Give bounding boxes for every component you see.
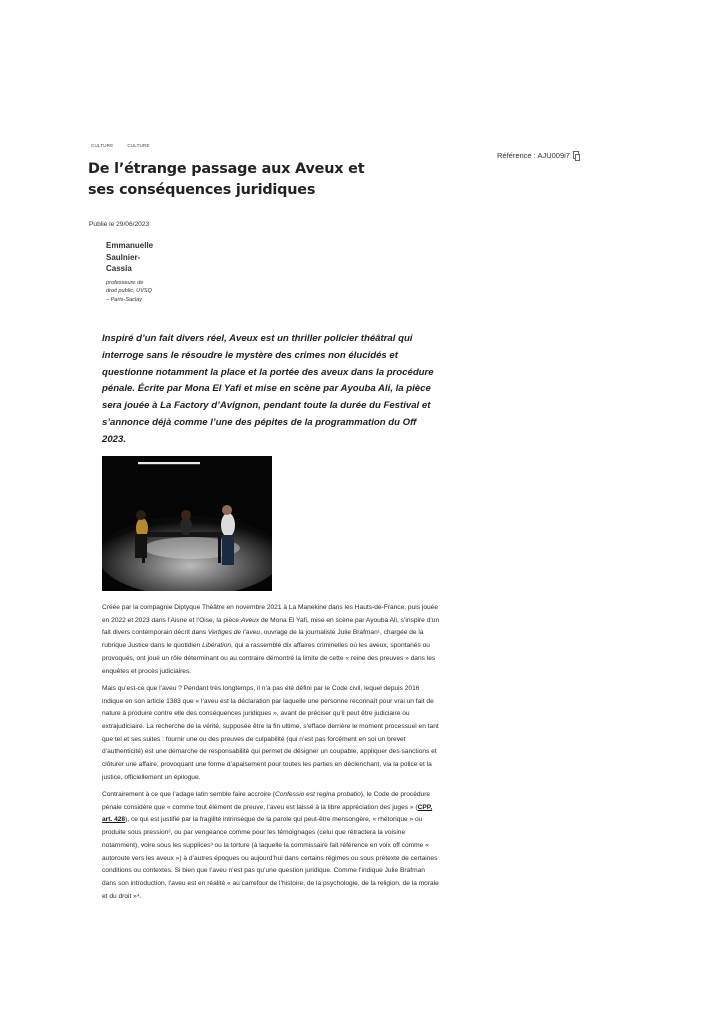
italic-text: Libération — [202, 642, 232, 650]
text-run: Contrairement à ce que l’adage latin semble faire accroire ( — [102, 791, 275, 799]
text-run: Inspiré d’un fait divers réel, — [102, 333, 230, 344]
italic-text: Confessio est regina probatio — [275, 791, 361, 799]
text-run: est un thriller policier théâtral qui interroge sans le résoudre le mystère des crimes non élucidés et questionne notamment la place et la portée des aveux dans la procédure pénale. Écrite par Mona El Yafi et mise en scène par Ayouba Ali, la pièce sera jouée à La Factory d’Avignon, pendant toute la durée du Festival et s’annonce déjà comme l’une des pépites de la programmation du Off 2023. — [102, 333, 434, 445]
author-role-line: droit public, UVSQ — [106, 288, 153, 295]
text-run: Mais qu’est-ce que l’aveu ? Pendant très longtemps, il n’a pas été défini par le Code civil, lequel depuis 2016 indique en son article 1383 que « l’aveu est la déclaration par laquelle une personne reconnaît pour vrai un fait de nature à produire contre elle des conséquences juridiques », avant de préciser qu’il peut être judiciaire ou extrajudiciaire. La recherche de la vérité, supposée être la fin ultime, s’efface derrière le moment processuel en tant que tel et ses suites : fournir une ou des preuves de culpabilité (qui n’est pas forcément en soi un brevet d’authenticité) est une démarche de responsabilité qui permet de désigner un coupable, appliquer des sanctions et clôturer une affaire, provoquant une forme d’apaisement pour toutes les parties en déclenchant, via la police et la justice, officiellement un épilogue. — [102, 684, 439, 781]
stage-scene-image — [102, 456, 272, 591]
italic-text: Aveux — [229, 333, 258, 344]
text-run: Créée par la compagnie Diptyque Théâtre en novembre 2021 à La Manekine dans les Hauts-de-France, puis jouée en 2022 et 2023 dans l’Aisne et l’Oise, la pièce — [102, 604, 438, 624]
article-title: De l’étrange passage aux Aveux et ses conséquences juridiques — [88, 161, 365, 198]
body-paragraph — [102, 602, 440, 678]
copy-icon[interactable] — [573, 151, 579, 159]
text-run: ), ce qui est justifié par la fragilité intrinsèque de la parole qui peut-être mensongère, « rhétorique » ou produite sous pression², ou par vengeance comme pour les témoignages (celui que rétractera la voisine notamment), voire sous les supplices³ ou la torture (à laquelle la commissaire fait référence en voix off comme « autoroute vers les aveux ») à d’autres époques ou aujourd’hui dans certains régimes ou sous prétexte de certaines conditions ou contextes. Si bien que l’aveu n’est pas qu’une question juridique. Comme l’indique Julie Brafman dans son introduction, l’aveu est en réalité « au carrefour de l’histoire, de la psychologie, de la religion, de la morale et du droit »⁴. — [102, 816, 439, 900]
author-name-line: Cassia — [106, 264, 132, 273]
italic-text: Aveux — [240, 616, 260, 624]
author-role-line: professeure de — [106, 280, 144, 286]
text-run: ), le Code de procédure pénale considère que « comme tout élément de preuve, l’aveu est laissé à la libre appréciation des juges » ( — [102, 791, 431, 811]
text-run: , qui a rassemblé dix affaires criminelles où les aveux, spontanés ou provoqués, ont joué un rôle déterminant ou au contraire démontré la limite de cette « reine des preuves » dans les enquêtes et procès judiciaires. — [102, 642, 436, 675]
cpp-article-link[interactable]: CPP, art. 428 — [102, 803, 433, 824]
text-run: , ouvrage de la journaliste Julie Brafman¹, chargée de la rubrique Justice dans le quotidien — [102, 629, 424, 650]
stage-photo — [102, 456, 272, 591]
reference-code: Référence : AJU009i7 — [497, 151, 570, 160]
category-tags — [91, 143, 164, 148]
article-lead — [102, 331, 442, 449]
author-name[interactable] — [106, 240, 164, 275]
article-body — [102, 602, 440, 908]
text-run: de Mona El Yafi, mise en scène par Ayouba Ali, s’inspire d’un fait divers contemporain décrit dans — [102, 616, 440, 637]
author-role — [106, 279, 166, 304]
body-paragraph — [102, 789, 440, 903]
publish-date: Publié le 29/06/2023 — [89, 221, 150, 228]
reference-line — [497, 151, 579, 160]
category-tag[interactable]: CULTURE — [127, 143, 150, 148]
category-tag[interactable]: CULTURE — [91, 143, 114, 148]
author-name-line: Emmanuelle — [106, 241, 154, 250]
author-role-line: – Paris-Saclay — [106, 296, 143, 303]
body-paragraph — [102, 683, 440, 785]
author-name-line: Saulnier- — [106, 252, 141, 262]
italic-text: Vertiges de l’aveu — [207, 629, 261, 637]
